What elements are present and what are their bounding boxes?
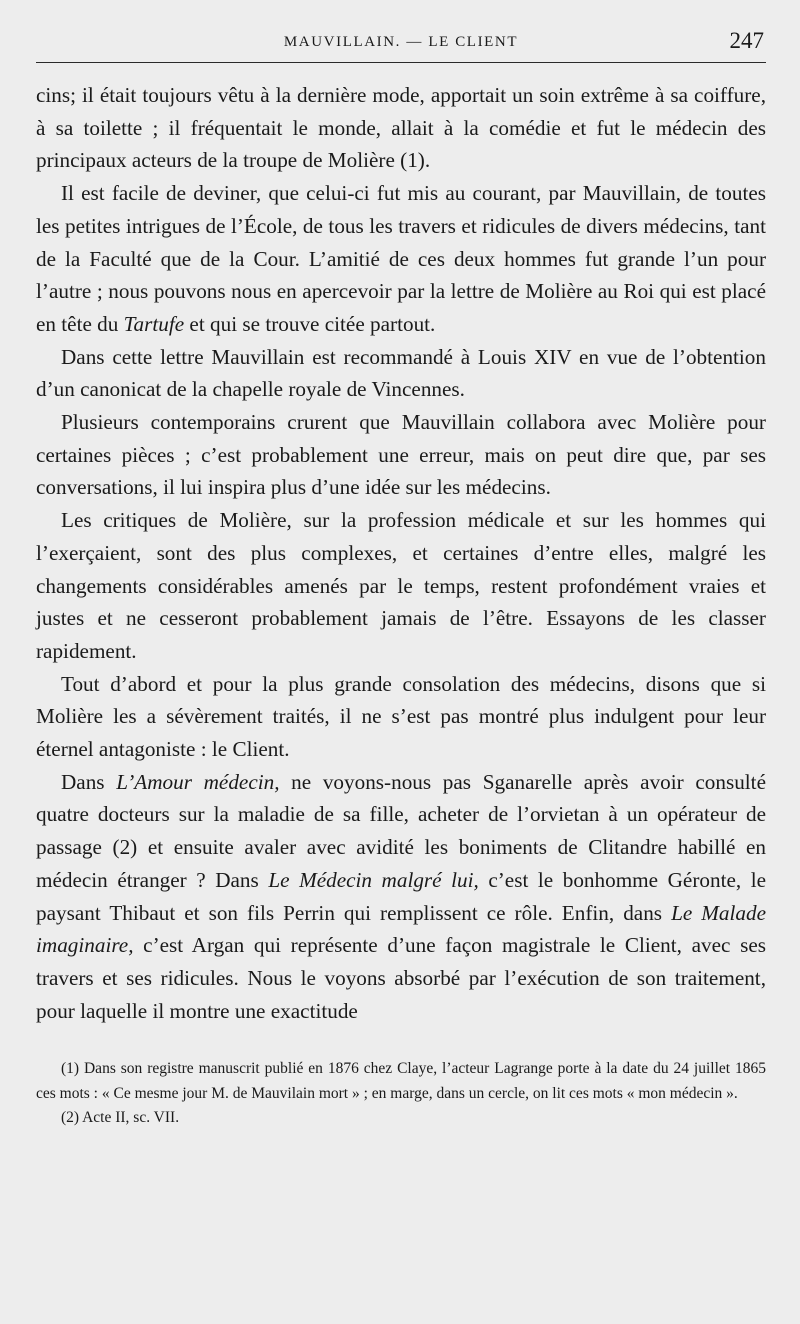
- text-run: et qui se trouve citée partout.: [184, 311, 436, 336]
- footnote-1: (1) Dans son registre manuscrit publié en 1876 chez Claye, l’acteur Lagrange porte à la date du 24 juillet 1865 ces mots : « Ce mesme jour M. de Mauvilain mort » ; en marge, dans un cercle, on lit ces mots « mon médecin ».: [36, 1060, 766, 1102]
- text-run: Tout d’abord et pour la plus grande consolation des médecins, disons que si Molière les a sévèrement traités, il ne s’est pas montré plus indulgent pour leur éternel antagoniste : le Client.: [36, 671, 766, 762]
- text-run: c’est le bonhomme Géronte, le paysant Thibaut et son fils Perrin qui remplissent ce rôle. Enfin, dans: [36, 867, 766, 925]
- text-run: c’est Argan qui représente d’une façon magistrale le Client, avec ses travers et ses ridicules. Nous le voyons absorbé par l’exécution de son traitement, pour laquelle il montre une exactitude: [36, 933, 766, 1023]
- italic-title: Le Médecin malgré lui,: [268, 867, 479, 892]
- text-run: ne voyons-nous pas Sganarelle après avoir consulté quatre docteurs sur la maladie de sa fille, acheter de l’orvietan à un opérateur de passage (2) et ensuite avaler avec avidité les boniments de Clitandre habillé en médecin étranger ? Dans: [36, 769, 766, 892]
- italic-title: Le Malade imaginaire,: [36, 900, 766, 958]
- footnotes: [36, 1057, 766, 1131]
- text-run: Les critiques de Molière, sur la profession médicale et sur les hommes qui l’exerçaient, sont des plus complexes, et certaines d’entre elles, malgré les changements considérables amenés par le temps, restent profondément vraies et justes et ne cesseront probablement jamais de l’être. Essayons de les classer rapidement.: [36, 508, 766, 663]
- paragraph-3: [36, 341, 766, 406]
- text-run: Dans: [61, 769, 117, 794]
- page-number: 247: [729, 28, 764, 53]
- footnote-2: (2) Acte II, sc. VII.: [61, 1109, 180, 1127]
- paragraph-6: [36, 668, 766, 766]
- text-run: Plusieurs contemporains crurent que Mauvillain collabora avec Molière pour certaines pièces ; c’est probablement une erreur, mais on peut dire que, par ses conversations, il lui inspira plus d’une idée sur les médecins.: [36, 410, 766, 500]
- italic-title: L’Amour médecin,: [116, 769, 280, 794]
- paragraph-4: [36, 406, 766, 504]
- running-head: [36, 26, 766, 63]
- running-title: MAUVILLAIN. — LE CLIENT: [283, 34, 519, 50]
- text-run: Il est facile de deviner, que celui-ci fut mis au courant, par Mauvillain, de toutes les petites intrigues de l’École, de tous les travers et ridicules de divers médecins, tant de la Faculté que de la Cour. L’amitié de ces deux hommes fut grande l’un pour l’autre ; nous pouvons nous en apercevoir par la lettre de Molière au Roi qui est placé en tête du: [36, 181, 766, 336]
- book-page: [36, 26, 766, 1131]
- italic-title: Tartufe: [123, 311, 185, 336]
- paragraph-2: [36, 177, 766, 341]
- paragraph-5: [36, 504, 766, 668]
- paragraph-7: [36, 766, 766, 1028]
- text-run: cins; il était toujours vêtu à la dernière mode, apportait un soin extrême à sa coiffure, à sa toilette ; il fréquentait le monde, allait à la comédie et fut le médecin des principaux acteurs de la troupe de Molière (1).: [36, 83, 766, 173]
- text-run: Dans cette lettre Mauvillain est recommandé à Louis XIV en vue de l’obtention d’un canonicat de la chapelle royale de Vincennes.: [36, 344, 766, 402]
- body-text: [36, 79, 766, 1027]
- paragraph-1: [36, 79, 766, 177]
